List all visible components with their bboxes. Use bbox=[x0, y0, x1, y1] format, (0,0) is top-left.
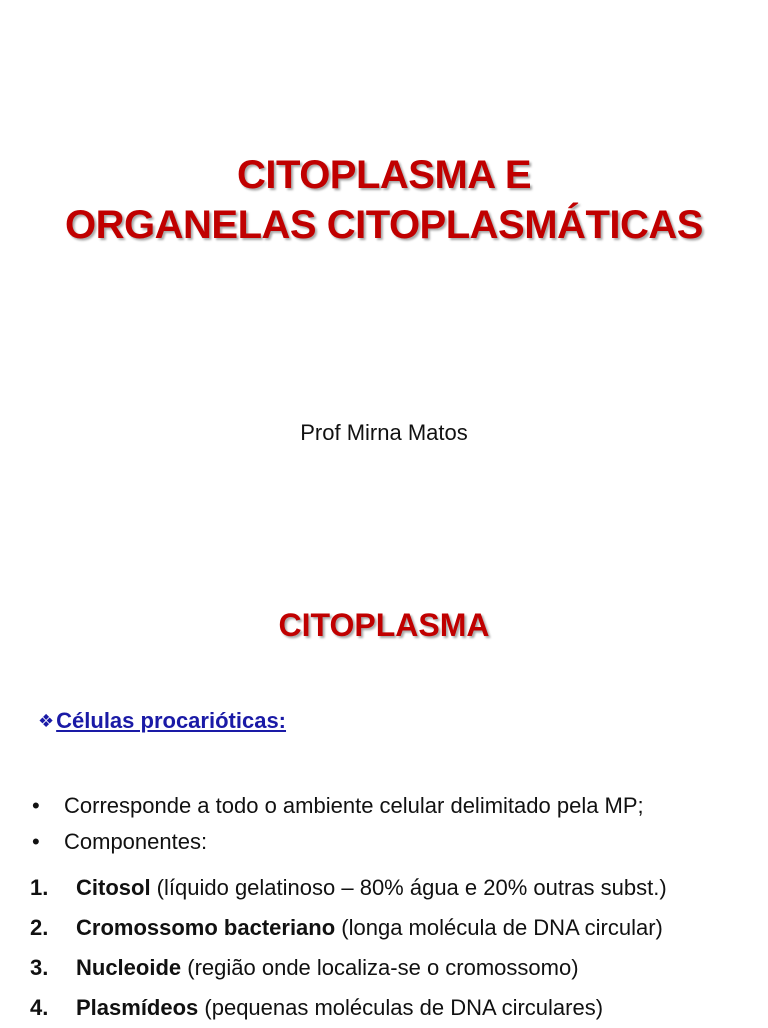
item-description: (pequenas moléculas de DNA circulares) bbox=[198, 995, 604, 1020]
bullet-dot-icon: • bbox=[32, 793, 40, 818]
main-title-line-2: ORGANELAS CITOPLASMÁTICAS bbox=[65, 203, 703, 247]
item-description: (longa molécula de DNA circular) bbox=[335, 915, 663, 940]
component-item bbox=[30, 868, 667, 908]
component-item bbox=[30, 908, 667, 948]
main-title-line-1: CITOPLASMA E bbox=[236, 153, 532, 197]
item-description: (líquido gelatinoso – 80% água e 20% outras subst.) bbox=[150, 875, 667, 900]
author-name: Prof Mirna Matos bbox=[300, 420, 468, 445]
component-item bbox=[30, 988, 667, 1028]
bullet-item bbox=[30, 788, 644, 824]
item-number: 4. bbox=[30, 995, 49, 1020]
item-number: 3. bbox=[30, 955, 49, 980]
bullet-dot-icon: • bbox=[32, 829, 40, 854]
item-number: 2. bbox=[30, 915, 49, 940]
bullet-item bbox=[30, 824, 644, 860]
bullet-list bbox=[30, 788, 644, 860]
components-list bbox=[30, 868, 667, 1028]
diamond-bullet-icon: ❖ bbox=[38, 711, 55, 731]
title-slide bbox=[0, 0, 768, 512]
item-term: Citosol bbox=[76, 875, 151, 900]
bullet-text: Corresponde a todo o ambiente celular delimitado pela MP; bbox=[64, 793, 644, 818]
item-description: (região onde localiza-se o cromossomo) bbox=[181, 955, 579, 980]
section-title: CITOPLASMA bbox=[278, 607, 490, 643]
content-slide bbox=[0, 512, 768, 1024]
bullet-text: Componentes: bbox=[64, 829, 208, 854]
subheading bbox=[38, 708, 286, 734]
component-item bbox=[30, 948, 667, 988]
item-term: Cromossomo bacteriano bbox=[76, 915, 336, 940]
subheading-label: Células procarióticas: bbox=[56, 708, 287, 733]
item-term: Nucleoide bbox=[76, 955, 182, 980]
main-title bbox=[0, 150, 768, 250]
item-term: Plasmídeos bbox=[76, 995, 199, 1020]
item-number: 1. bbox=[30, 875, 49, 900]
